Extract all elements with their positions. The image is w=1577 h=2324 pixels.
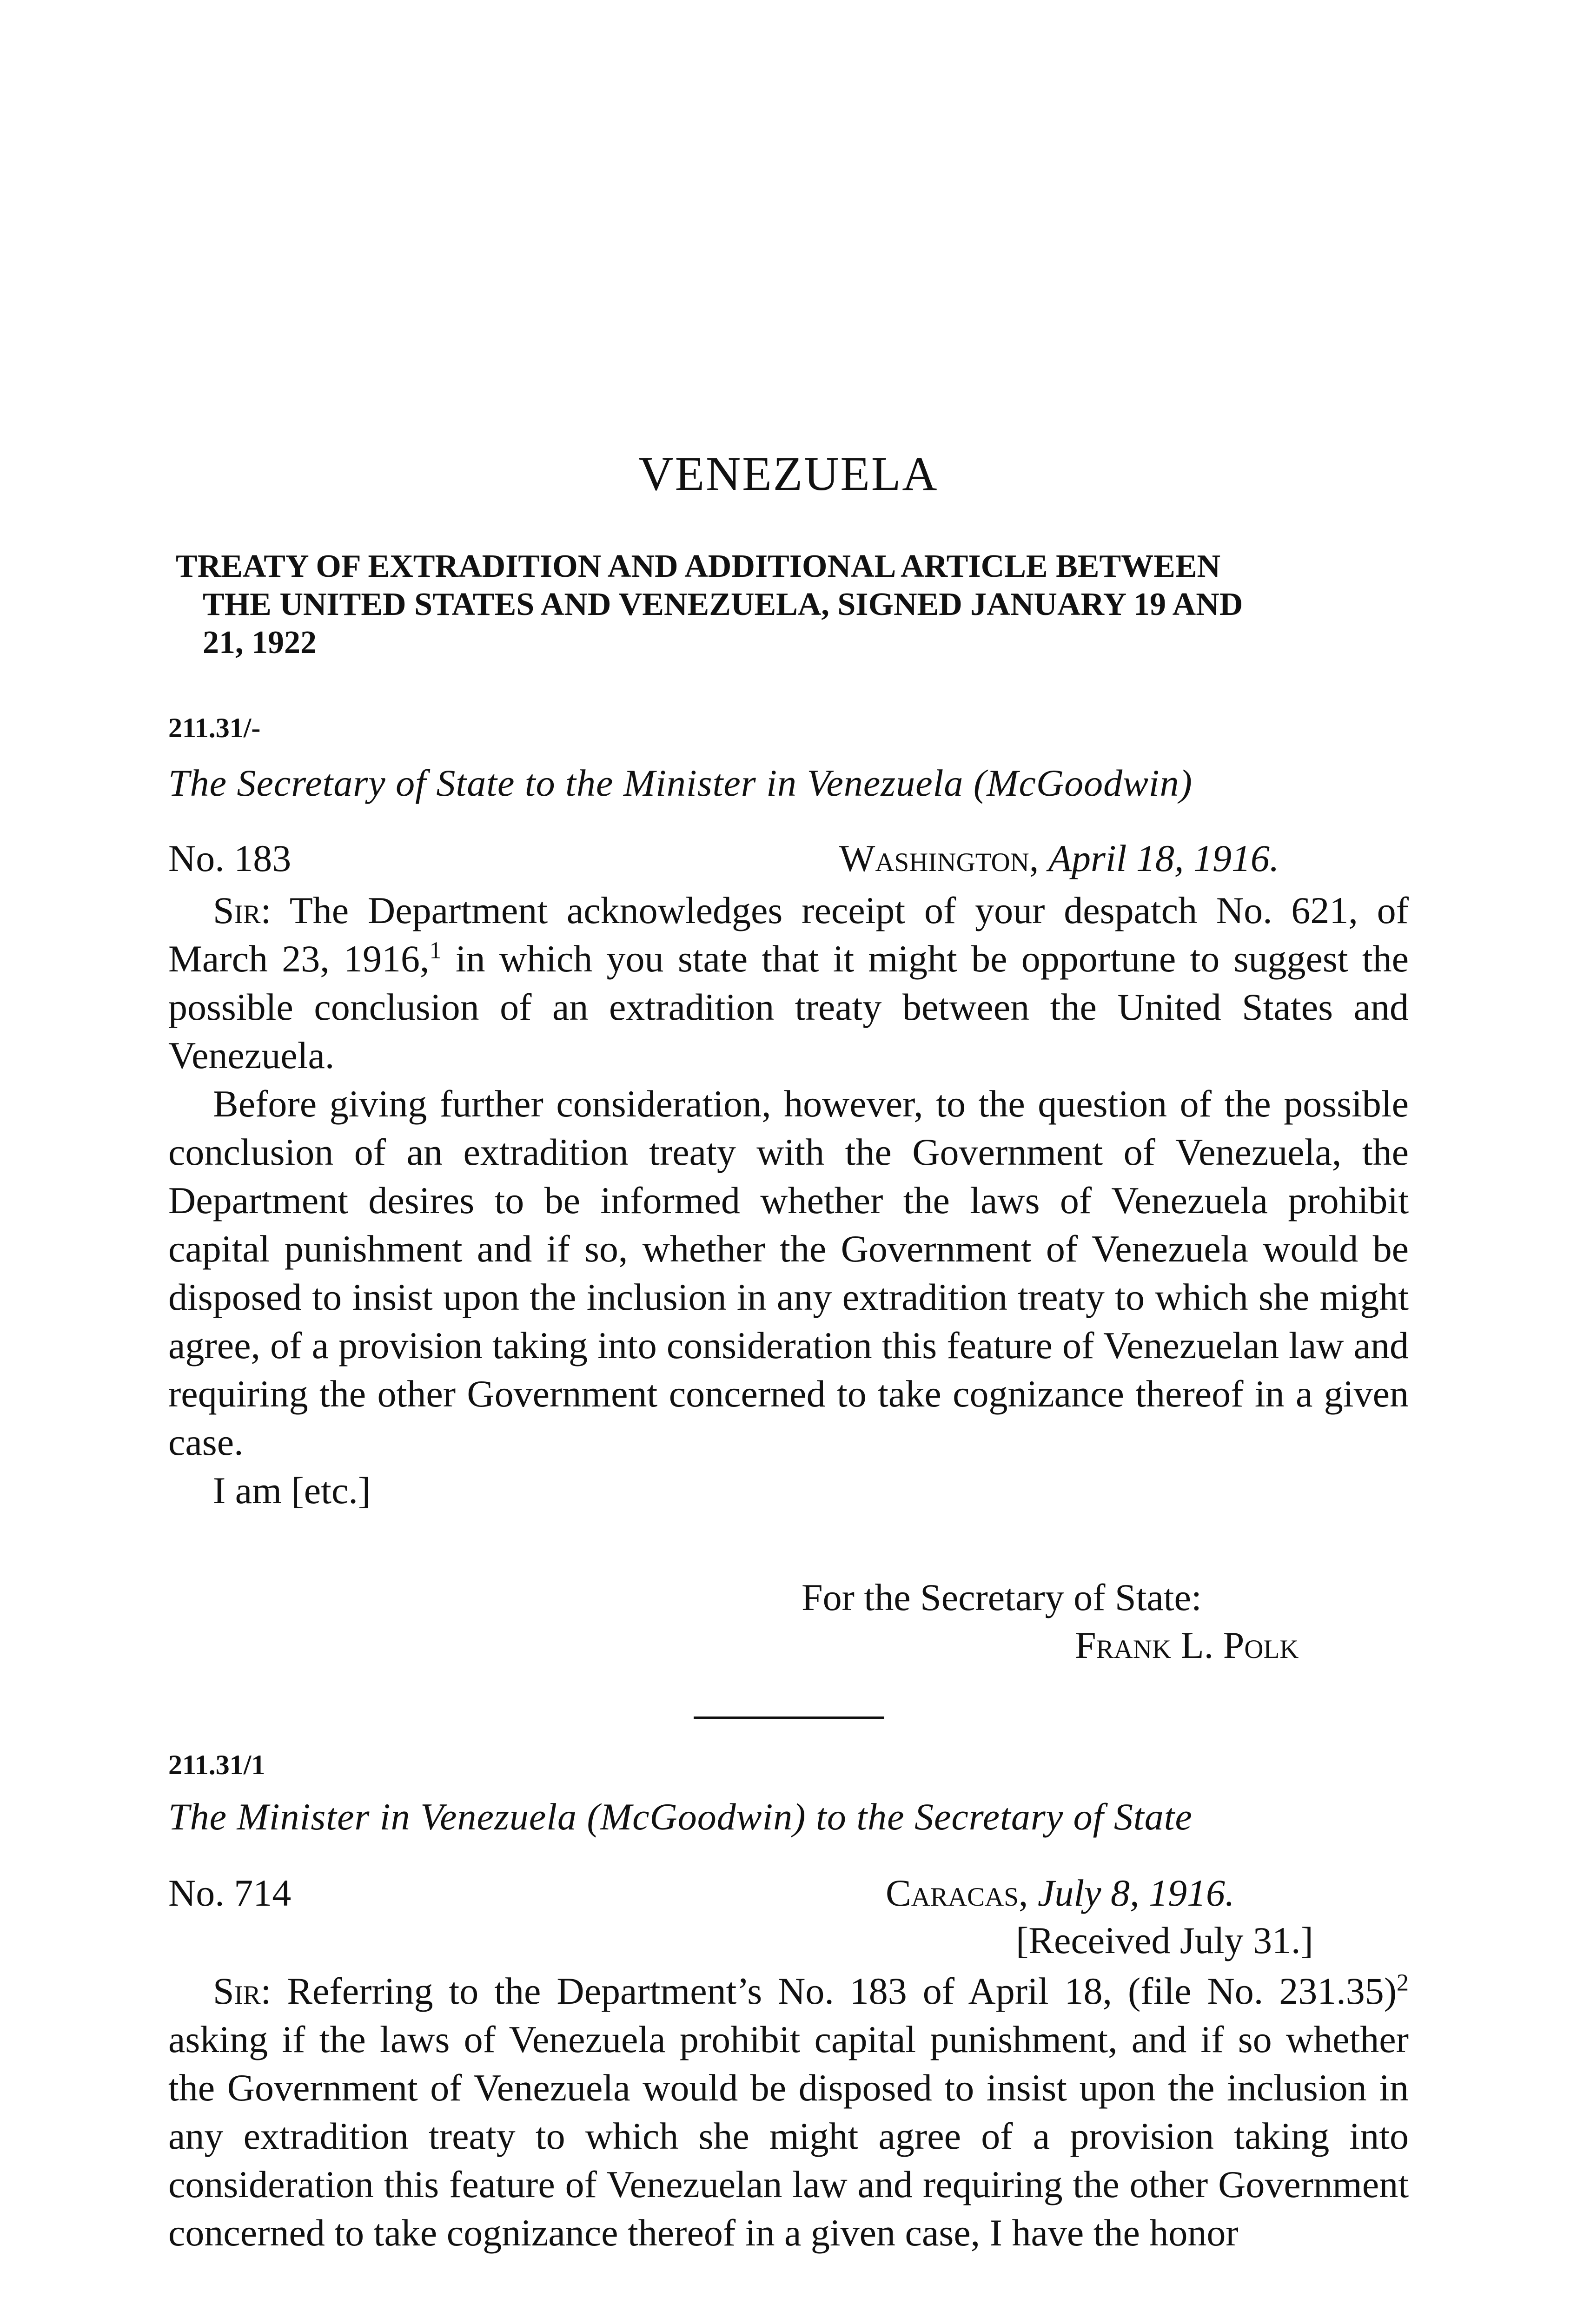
paragraph — [168, 886, 1409, 1080]
received-date: [Received July 31.] — [1016, 1919, 1313, 1961]
document-title: The Secretary of State to the Minister in Venezuela (McGoodwin) — [168, 762, 1193, 804]
section-heading-line: 21, 1922 — [203, 625, 317, 660]
letter-body — [168, 886, 1409, 1515]
salutation: Sir: — [213, 1970, 272, 2012]
paragraph-text: asking if the laws of Venezuela prohibit capital punishment, and if so whether the Government of Venezuela would be disposed to insist upon the inclusion in any extradition treaty to which she might agree of a provision taking into consideration this feature of Venezuelan law and requiring the other Government concerned to take cognizance thereof in a given case, I have the honor — [168, 2018, 1409, 2254]
document-number: No. 714 — [168, 1872, 292, 1914]
document-number: No. 183 — [168, 837, 292, 879]
paragraph-text: in which you state that it might be opportune to suggest the possible conclusion of an extradition treaty between the United States and Venezuela. — [168, 938, 1409, 1076]
file-number: 211.31/- — [168, 713, 261, 743]
section-heading-line: THE UNITED STATES AND VENEZUELA, SIGNED JANUARY 19 AND — [203, 587, 1243, 622]
paragraph-text: The Department acknowledges receipt of your despatch No. 621, of March 23, 1916, — [168, 889, 1409, 980]
dateline-date: April 18, 1916. — [1048, 837, 1279, 879]
letter-body — [168, 1967, 1409, 2257]
dateline-place: Washington, — [839, 837, 1039, 879]
file-number: 211.31/1 — [168, 1750, 265, 1780]
dateline-date: July 8, 1916. — [1037, 1872, 1235, 1914]
footnote-marker: 2 — [1397, 1969, 1409, 1996]
section-separator — [694, 1717, 884, 1719]
paragraph-text: Referring to the Department’s No. 183 of April 18, (file No. 231.35) — [287, 1970, 1397, 2012]
salutation: Sir: — [213, 889, 272, 931]
document-title: The Minister in Venezuela (McGoodwin) to the Secretary of State — [168, 1796, 1193, 1838]
dateline-place: Caracas, — [886, 1872, 1028, 1914]
section-heading-line: TREATY OF EXTRADITION AND ADDITIONAL ARTICLE BETWEEN — [176, 548, 1221, 584]
country-heading: VENEZUELA — [638, 447, 939, 501]
place-and-date — [886, 1871, 1235, 1915]
signature-prefix: For the Secretary of State: — [802, 1576, 1202, 1618]
paragraph: I am [etc.] — [213, 1469, 371, 1512]
footnote-marker: 1 — [429, 937, 442, 964]
paragraph: Before giving further consideration, however, to the question of the possible conclusion of an extradition treaty with the Government of Venezuela, the Department desires to be informed whether the laws of Venezuela prohibit capital punishment and if so, whether the Government of Venezuela would be disposed to insist upon the inclusion in any extradition treaty to which she might agree, of a provision taking into consideration this feature of Venezuelan law and requiring the other Government concerned to take cognizance thereof in a given case. — [168, 1083, 1409, 1463]
place-and-date — [839, 837, 1279, 880]
section-heading — [176, 548, 1417, 662]
paragraph — [168, 1967, 1409, 2257]
signature-name: Frank L. Polk — [1075, 1624, 1299, 1666]
